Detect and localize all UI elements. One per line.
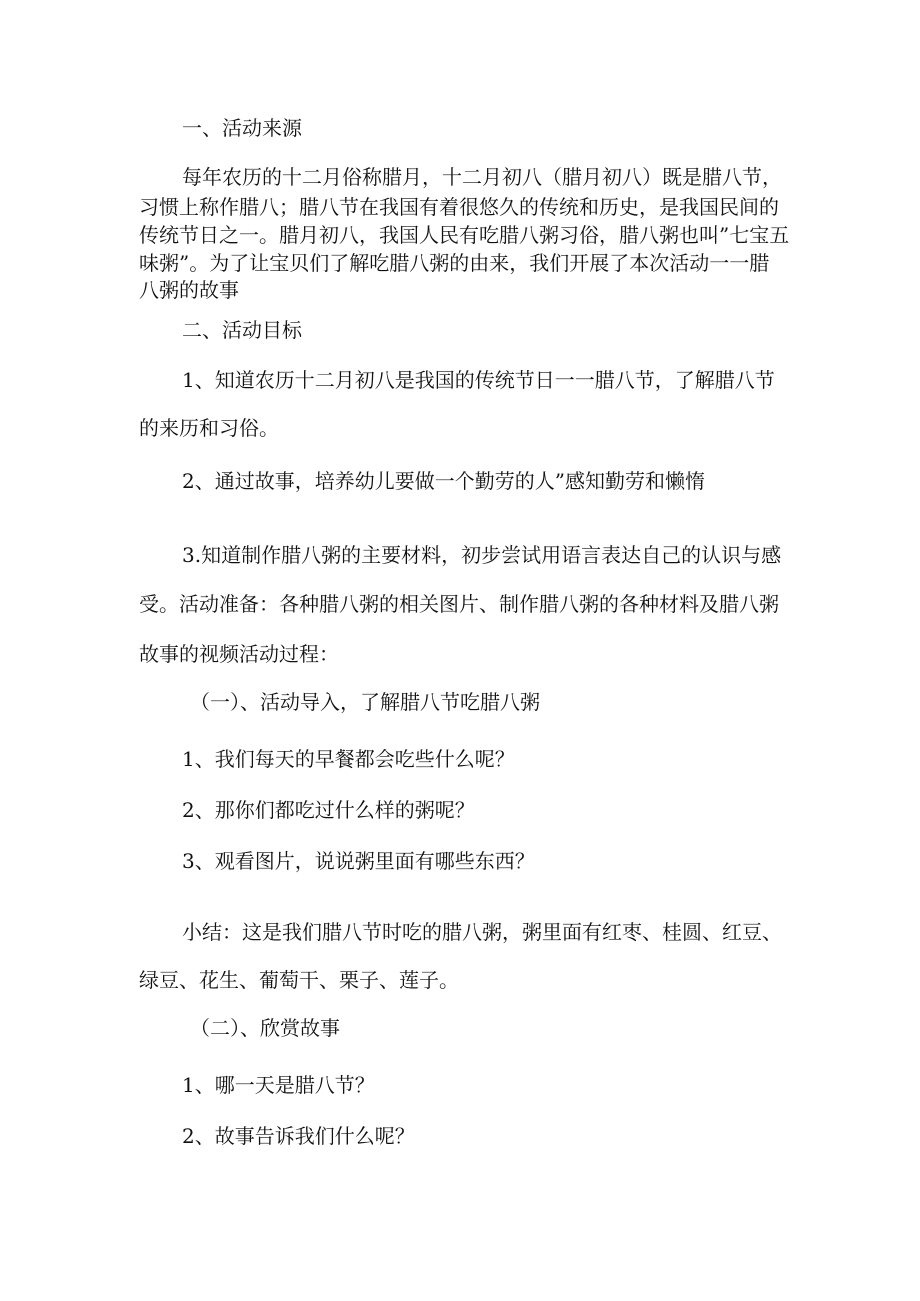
question-item: 2、那你们都吃过什么样的粥呢？ [182, 798, 475, 822]
paragraph-line: 习惯上称作腊八；腊八节在我国有着很悠久的传统和历史，是我国民间的 [139, 195, 779, 219]
goal-item-continuation: 故事的视频活动过程： [139, 642, 339, 666]
goal-item-continuation: 的来历和习俗。 [139, 416, 279, 440]
paragraph-line: 味粥”。为了让宝贝们了解吃腊八粥的由来，我们开展了本次活动一一腊 [139, 251, 770, 275]
paragraph-line: 每年农历的十二月俗称腊月，十二月初八（腊月初八）既是腊八节， [182, 165, 782, 189]
paragraph-line: 传统节日之一。腊月初八，我国人民有吃腊八粥习俗，腊八粥也叫”七宝五 [139, 223, 790, 247]
goal-item: 3.知道制作腊八粥的主要材料，初步尝试用语言表达自己的认识与感 [182, 543, 782, 567]
goal-item-continuation: 受。活动准备：各种腊八粥的相关图片、制作腊八粥的各种材料及腊八粥 [139, 592, 779, 616]
summary-text-continuation: 绿豆、花生、葡萄干、栗子、莲子。 [139, 968, 459, 992]
section-heading-activity-source: 一、活动来源 [182, 116, 302, 140]
question-item: 2、故事告诉我们什么呢？ [182, 1124, 415, 1148]
subsection-heading-intro: （一）、活动导入，了解腊八节吃腊八粥 [190, 690, 540, 714]
question-item: 3、观看图片，说说粥里面有哪些东西？ [182, 849, 535, 873]
question-item: 1、哪一天是腊八节？ [182, 1073, 375, 1097]
subsection-heading-story: （二）、欣赏故事 [190, 1016, 340, 1040]
section-heading-activity-goals: 二、活动目标 [182, 318, 302, 342]
summary-text: 小结：这是我们腊八节时吃的腊八粥，粥里面有红枣、桂圆、红豆、 [182, 920, 782, 944]
question-item: 1、我们每天的早餐都会吃些什么呢？ [182, 747, 515, 771]
goal-item: 2、通过故事，培养幼儿要做一个勤劳的人”感知勤劳和懒惰 [182, 469, 705, 493]
paragraph-line: 八粥的故事 [139, 278, 239, 302]
goal-item: 1、知道农历十二月初八是我国的传统节日一一腊八节，了解腊八节 [182, 368, 775, 392]
